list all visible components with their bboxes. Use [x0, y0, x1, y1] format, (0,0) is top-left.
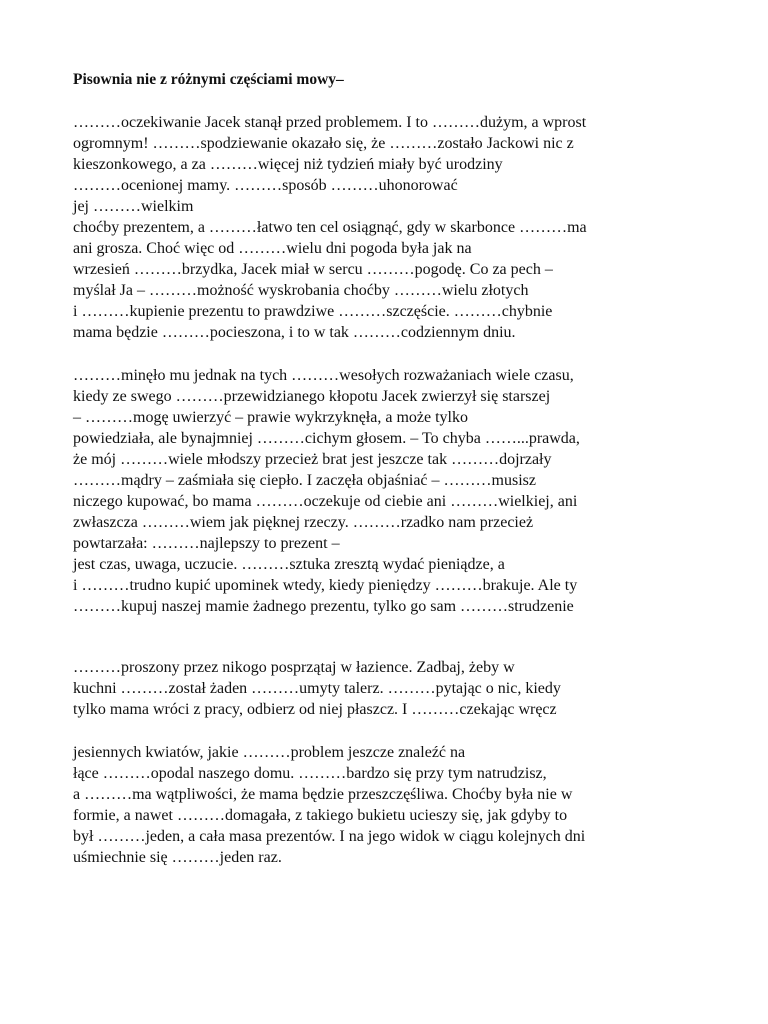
- text-line: formie, a nawet ………domagała, z takiego bukietu ucieszy się, jak gdyby to: [73, 807, 568, 824]
- text-line: jej ………wielkim: [73, 198, 194, 215]
- text-line: jest czas, uwaga, uczucie. ………sztuka zresztą wydać pieniądze, a: [73, 556, 505, 573]
- text-line: ………kupuj naszej mamie żadnego prezentu, tylko go sam ………strudzenie: [73, 598, 574, 615]
- document-title: Pisownia nie z różnymi częściami mowy–: [73, 71, 344, 88]
- text-line: niczego kupować, bo mama ………oczekuje od ciebie ani ………wielkiej, ani: [73, 493, 578, 510]
- text-line: ………oczekiwanie Jacek stanął przed problemem. I to ………dużym, a wprost: [73, 114, 587, 131]
- text-line: był ………jeden, a cała masa prezentów. I na jego widok w ciągu kolejnych dni: [73, 828, 586, 845]
- text-line: ani grosza. Choć więc od ………wielu dni pogoda była jak na: [73, 240, 472, 257]
- text-line: i ………kupienie prezentu to prawdziwe ………szczęście. ………chybnie: [73, 303, 553, 320]
- text-line: ogromnym! ………spodziewanie okazało się, że ………zostało Jackowi nic z: [73, 135, 574, 152]
- text-line: ………minęło mu jednak na tych ………wesołych rozważaniach wiele czasu,: [73, 367, 574, 384]
- text-line: zwłaszcza ………wiem jak pięknej rzeczy. ………rzadko nam przecież: [73, 514, 534, 531]
- text-line: tylko mama wróci z pracy, odbierz od niej płaszcz. I ………czekając wręcz: [73, 701, 557, 718]
- text-line: myślał Ja – ………możność wyskrobania choćby ………wielu złotych: [73, 282, 529, 299]
- text-line: ………mądry – zaśmiała się ciepło. I zaczęła objaśniać – ………musisz: [73, 472, 536, 489]
- text-line: powtarzała: ………najlepszy to prezent –: [73, 535, 340, 552]
- text-line: że mój ………wiele młodszy przecież brat jest jeszcze tak ………dojrzały: [73, 451, 552, 468]
- text-line: kuchni ………został żaden ………umyty talerz. ………pytając o nic, kiedy: [73, 680, 561, 697]
- text-line: jesiennych kwiatów, jakie ………problem jeszcze znaleźć na: [73, 744, 466, 761]
- text-line: mama będzie ………pocieszona, i to w tak ………codziennym dniu.: [73, 324, 516, 341]
- text-line: – ………mogę uwierzyć – prawie wykrzyknęła, a może tylko: [73, 409, 468, 426]
- text-line: kiedy ze swego ………przewidzianego kłopotu Jacek zwierzył się starszej: [73, 388, 551, 405]
- text-line: choćby prezentem, a ………łatwo ten cel osiągnąć, gdy w skarbonce ………ma: [73, 219, 587, 236]
- text-line: kieszonkowego, a za ………więcej niż tydzień miały być urodziny: [73, 156, 503, 173]
- text-line: ………ocenionej mamy. ………sposób ………uhonorować: [73, 177, 458, 194]
- text-line: wrzesień ………brzydka, Jacek miał w sercu ………pogodę. Co za pech –: [73, 261, 553, 278]
- text-line: powiedziała, ale bynajmniej ………cichym głosem. – To chyba ……...prawda,: [73, 430, 580, 447]
- text-line: a ………ma wątpliwości, że mama będzie przeszczęśliwa. Choćby była nie w: [73, 786, 573, 803]
- text-line: ………proszony przez nikogo posprzątaj w łazience. Zadbaj, żeby w: [73, 659, 515, 676]
- text-line: uśmiechnie się ………jeden raz.: [73, 849, 282, 866]
- text-line: i ………trudno kupić upominek wtedy, kiedy pieniędzy ………brakuje. Ale ty: [73, 577, 578, 594]
- text-line: łące ………opodal naszego domu. ………bardzo się przy tym natrudzisz,: [73, 765, 547, 782]
